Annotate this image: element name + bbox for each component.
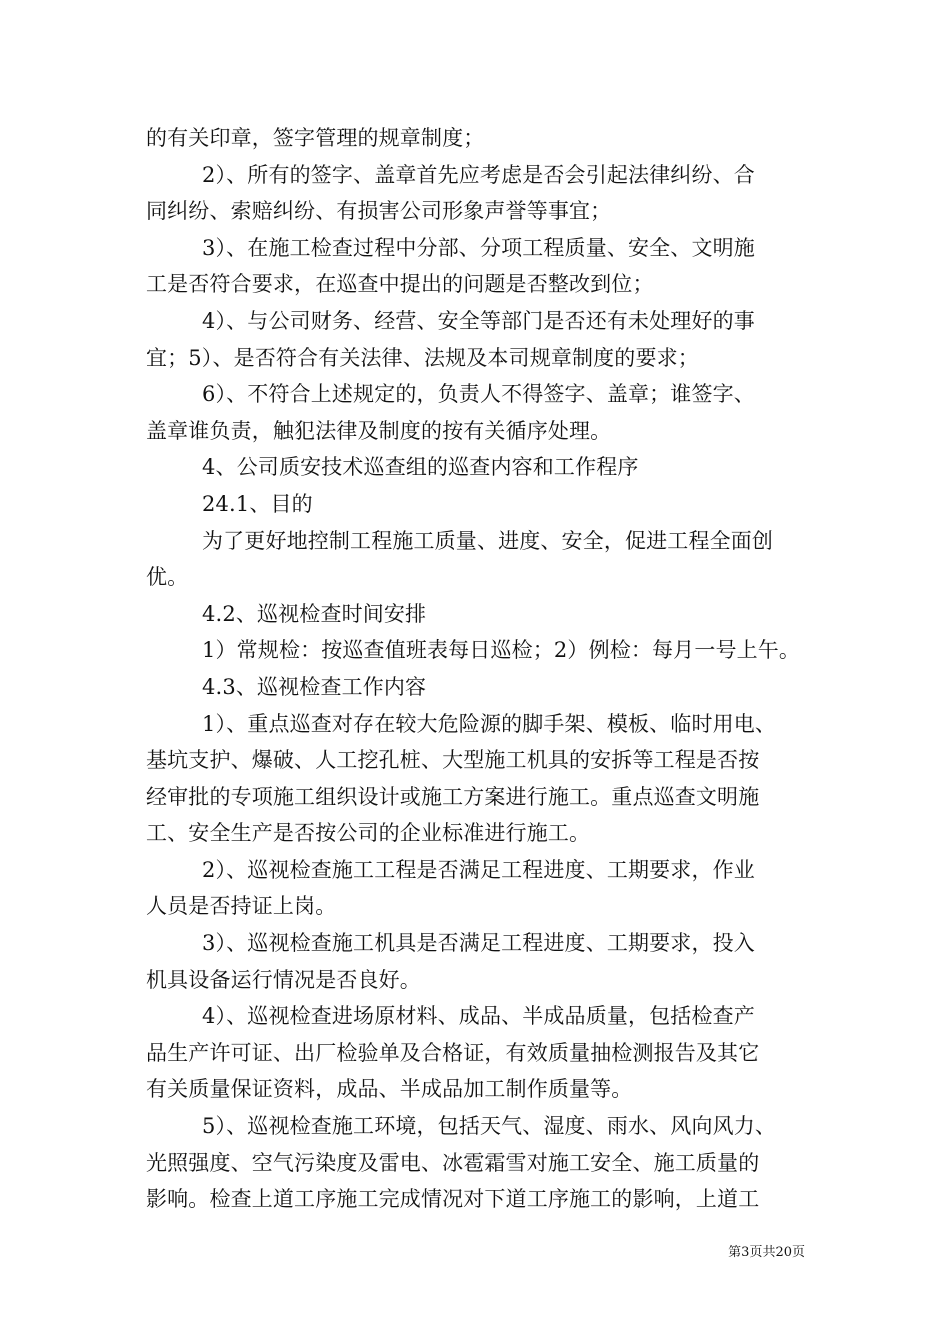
text-line: 影响。检查上道工序施工完成情况对下道工序施工的影响，上道工 xyxy=(146,1187,760,1212)
text-line: 光照强度、空气污染度及雷电、冰雹霜雪对施工安全、施工质量的 xyxy=(146,1150,760,1175)
text-line: 4）、巡视检查进场原材料、成品、半成品质量，包括检查产 xyxy=(202,1004,755,1029)
text-line: 2）、所有的签字、盖章首先应考虑是否会引起法律纠纷、合 xyxy=(202,162,755,187)
text-line: 宜；5）、是否符合有关法律、法规及本司规章制度的要求； xyxy=(146,345,699,370)
text-line: 4.3、巡视检查工作内容 xyxy=(202,674,427,699)
text-line: 2）、巡视检查施工工程是否满足工程进度、工期要求，作业 xyxy=(202,857,755,882)
text-line: 的有关印章，签字管理的规章制度； xyxy=(146,126,485,150)
text-line: 6）、不符合上述规定的，负责人不得签字、盖章；谁签字、 xyxy=(202,382,755,407)
text-line: 工是否符合要求，在巡查中提出的问题是否整改到位； xyxy=(146,272,654,297)
text-line: 优。 xyxy=(146,565,189,590)
text-line: 有关质量保证资料，成品、半成品加工制作质量等。 xyxy=(146,1077,633,1102)
text-line: 同纠纷、索赔纠纷、有损害公司形象声誉等事宜； xyxy=(146,199,612,224)
text-line: 4、公司质安技术巡查组的巡查内容和工作程序 xyxy=(202,455,639,480)
text-line: 为了更好地控制工程施工质量、进度、安全，促进工程全面创 xyxy=(202,528,774,553)
document-body xyxy=(146,120,810,1218)
text-line: 盖章谁负责，触犯法律及制度的按有关循序处理。 xyxy=(146,418,612,443)
text-line: 3）、在施工检查过程中分部、分项工程质量、安全、文明施 xyxy=(202,235,755,260)
text-line: 品生产许可证、出厂检验单及合格证，有效质量抽检测报告及其它 xyxy=(146,1040,760,1065)
text-line: 3）、巡视检查施工机具是否满足工程进度、工期要求，投入 xyxy=(202,931,755,956)
text-line: 基坑支护、爆破、人工挖孔桩、大型施工机具的安拆等工程是否按 xyxy=(146,748,760,773)
text-line: 1）、重点巡查对存在较大危险源的脚手架、模板、临时用电、 xyxy=(202,711,777,736)
text-line: 工、安全生产是否按公司的企业标准进行施工。 xyxy=(146,821,591,846)
text-line: 24.1、目的 xyxy=(202,491,313,516)
text-line: 1）常规检：按巡查值班表每日巡检；2）例检：每月一号上午。 xyxy=(202,638,801,663)
text-line: 5）、巡视检查施工环境，包括天气、湿度、雨水、风向风力、 xyxy=(202,1114,777,1139)
text-line: 人员是否持证上岗。 xyxy=(146,894,337,919)
page-number-footer: 第3页共20页 xyxy=(728,1245,805,1260)
text-line: 4）、与公司财务、经营、安全等部门是否还有未处理好的事 xyxy=(202,308,755,333)
text-line: 经审批的专项施工组织设计或施工方案进行施工。重点巡查文明施 xyxy=(146,784,760,809)
text-line: 机具设备运行情况是否良好。 xyxy=(146,967,421,992)
text-line: 4.2、巡视检查时间安排 xyxy=(202,601,427,626)
